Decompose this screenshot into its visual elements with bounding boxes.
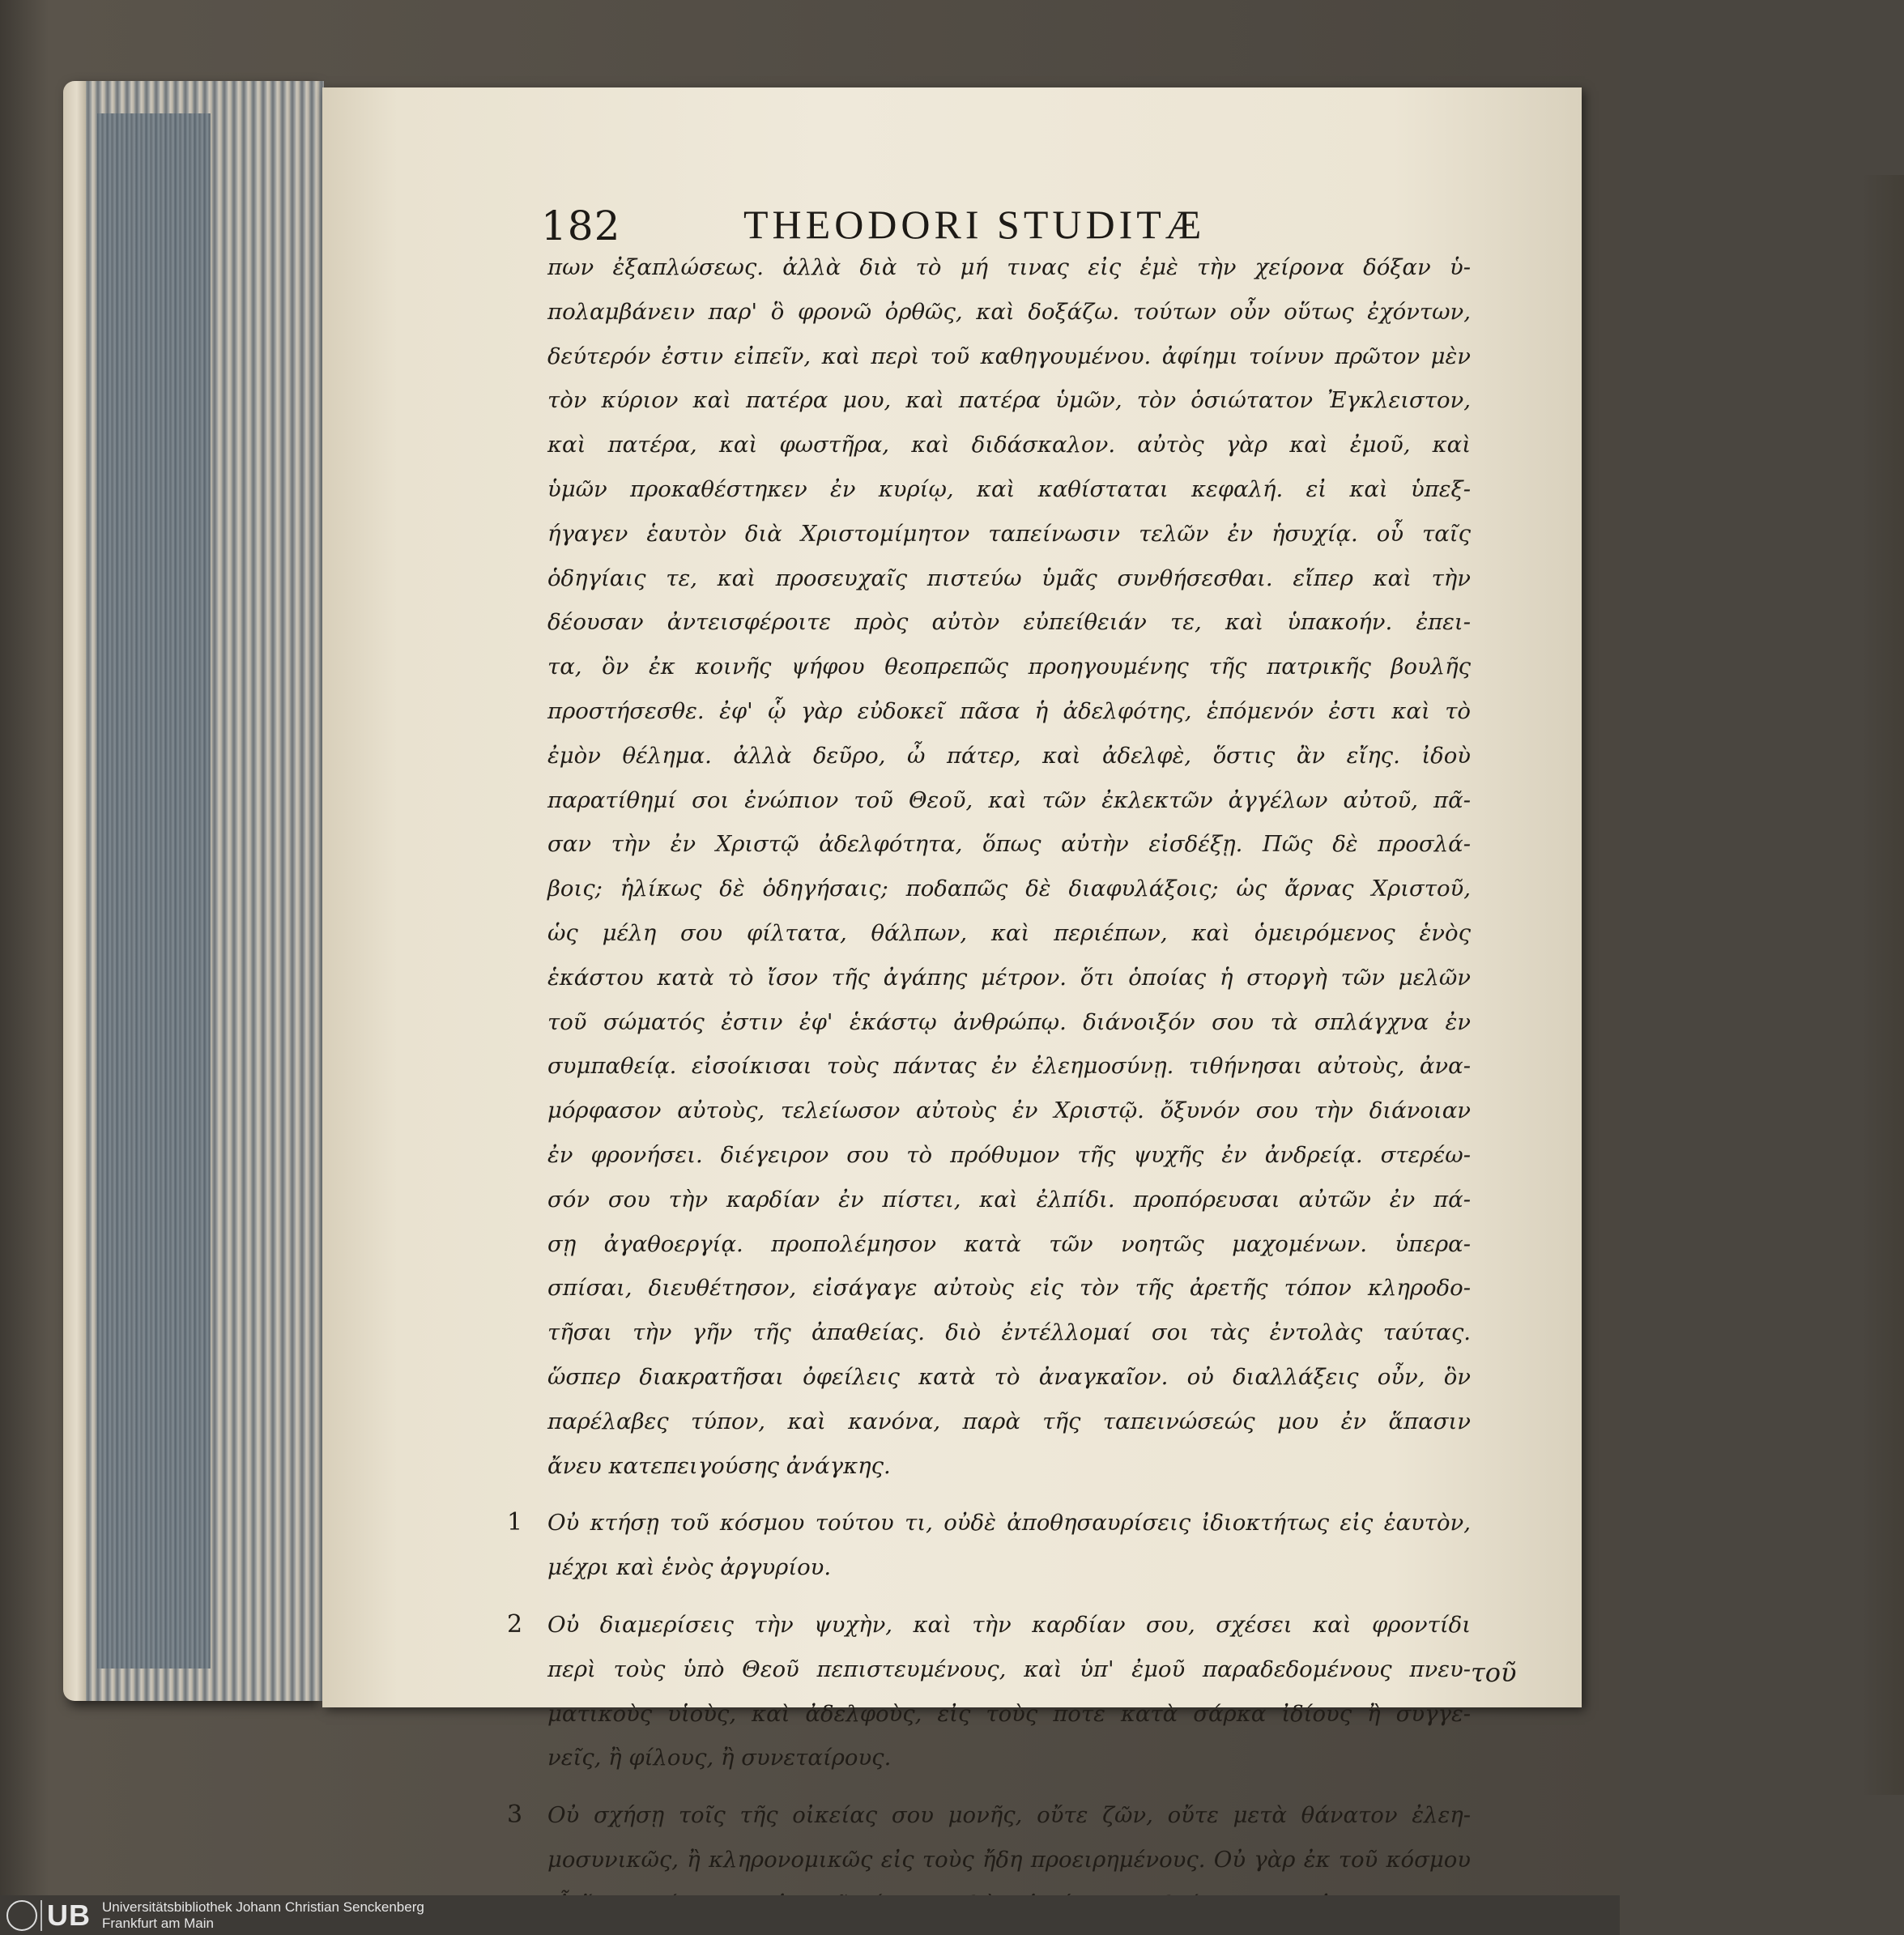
text-line: ήγαγεν ἑαυτὸν διὰ Χριστομίμητον ταπείνωσιν τελῶν ἐν ἡσυχίᾳ. οὗ ταῖς <box>547 520 1471 547</box>
text-line: δέουσαν ἀντεισφέροιτε πρὸς αὐτὸν εὐπείθειάν τε, καὶ ὑπακοήν. ἐπει- <box>547 609 1471 636</box>
note-number: 1 <box>507 1508 523 1537</box>
book-page <box>322 87 1582 1873</box>
text-line: πων ἐξαπλώσεως. ἀλλὰ διὰ τὸ μή τινας εἰς ἐμὲ τὴν χείρονα δόξαν ὑ- <box>547 254 1471 280</box>
library-name-line-1: Universitätsbibliothek Johann Christian Senckenberg <box>102 1899 424 1915</box>
note-number: 3 <box>507 1801 523 1830</box>
note-line: Οὐ κτήσῃ τοῦ κόσμου τούτου τι, οὐδὲ ἀποθησαυρίσεις ἰδιοκτήτως εἰς ἑαυτὸν, <box>547 1510 1471 1536</box>
text-line: ἑκάστου κατὰ τὸ ἴσον τῆς ἀγάπης μέτρον. ὅτι ὁποίας ἡ στοργὴ τῶν μελῶν <box>547 964 1471 991</box>
text-line: ὥσπερ διακρατῆσαι ὀφείλεις κατὰ τὸ ἀναγκαῖον. οὐ διαλλάξεις οὖν, ὃν <box>547 1363 1471 1390</box>
body-text <box>507 245 1471 1926</box>
note-line: περὶ τοὺς ὑπὸ Θεοῦ πεπιστευμένους, καὶ ὑπ' ἐμοῦ παραδεδομένους πνευ- <box>547 1656 1471 1682</box>
text-line: προστήσεσθε. ἐφ' ᾧ γὰρ εὐδοκεῖ πᾶσα ἡ ἀδελφότης, ἑπόμενόν ἐστι καὶ τὸ <box>547 697 1471 724</box>
text-line: ἐμὸν θέλημα. ἀλλὰ δεῦρο, ὦ πάτερ, καὶ ἀδελφὲ, ὅστις ἂν εἴης. ἰδοὺ <box>547 742 1471 769</box>
text-line: ἐν φρονήσει. διέγειρον σου τὸ πρόθυμον τῆς ψυχῆς ἐν ἀνδρείᾳ. στερέω- <box>547 1141 1471 1168</box>
book-cover-edge <box>63 81 86 1701</box>
note-line: μοσυνικῶς, ἢ κληρονομικῶς εἰς τοὺς ἤδη προειρημένους. Οὐ γὰρ ἐκ τοῦ κόσμου <box>547 1846 1471 1873</box>
note-item <box>507 1501 1471 1590</box>
page-number: 182 <box>541 202 621 249</box>
text-line: δεύτερόν ἐστιν εἰπεῖν, καὶ περὶ τοῦ καθηγουμένου. ἀφίημι τοίνυν πρῶτον μὲν <box>547 343 1471 369</box>
catchword: τοῦ <box>1471 1657 1517 1688</box>
text-line: ὑμῶν προκαθέστηκεν ἐν κυρίῳ, καὶ καθίσταται κεφαλή. εἰ καὶ ὑπεξ- <box>547 475 1471 502</box>
main-paragraph <box>547 245 1471 1488</box>
note-line: νεῖς, ἢ φίλους, ἢ συνεταίρους. <box>547 1745 892 1771</box>
text-line: τῆσαι τὴν γῆν τῆς ἀπαθείας. διὸ ἐντέλλομαί σοι τὰς ἐντολὰς ταύτας. <box>547 1319 1471 1346</box>
text-line: σόν σου τὴν καρδίαν ἐν πίστει, καὶ ἐλπίδι. προπόρευσαι αὐτῶν ἐν πά- <box>547 1186 1471 1213</box>
text-line: ἄνευ κατεπειγούσης ἀνάγκης. <box>547 1452 891 1479</box>
note-line: Οὐ διαμερίσεις τὴν ψυχὴν, καὶ τὴν καρδίαν σου, σχέσει καὶ φροντίδι <box>547 1611 1471 1638</box>
page-edge-stain <box>97 113 211 1669</box>
library-name <box>102 1899 424 1932</box>
note-line: μέχρι καὶ ἑνὸς ἀργυρίου. <box>547 1554 832 1581</box>
note-line: Οὐ σχήσῃ τοῖς τῆς οἰκείας σου μονῆς, οὔτε ζῶν, οὔτε μετὰ θάνατον ἐλεη- <box>547 1802 1471 1829</box>
text-line: μόρφασον αὐτοὺς, τελείωσον αὐτοὺς ἐν Χριστῷ. ὄξυνόν σου τὴν διάνοιαν <box>547 1097 1471 1124</box>
text-line: σῃ ἀγαθοεργίᾳ. προπολέμησον κατὰ τῶν νοητῶς μαχομένων. ὑπερα- <box>547 1230 1471 1257</box>
note-item <box>507 1603 1471 1780</box>
running-title: THEODORI STUDITÆ <box>743 202 1206 247</box>
text-line: ὁδηγίαις τε, καὶ προσευχαῖς πιστεύω ὑμᾶς συνθήσεσθαι. εἴπερ καὶ τὴν <box>547 565 1471 591</box>
note-number: 2 <box>507 1609 523 1639</box>
text-line: τοῦ σώματός ἐστιν ἐφ' ἑκάστῳ ἀνθρώπῳ. διάνοιξόν σου τὰ σπλάγχνα ἐν <box>547 1008 1471 1035</box>
text-line: βοις; ἡλίκως δὲ ὁδηγήσαις; ποδαπῶς δὲ διαφυλάξοις; ὡς ἄρνας Χριστοῦ, <box>547 876 1471 902</box>
text-line: τα, ὃν ἐκ κοινῆς ψήφου θεοπρεπῶς προηγουμένης τῆς πατρικῆς βουλῆς <box>547 654 1471 680</box>
text-line: σαν τὴν ἐν Χριστῷ ἀδελφότητα, ὅπως αὐτὴν εἰσδέξῃ. Πῶς δὲ προσλά- <box>547 831 1471 858</box>
ub-logo-text: UB <box>40 1900 91 1931</box>
text-line: παρέλαβες τύπον, καὶ κανόνα, παρὰ τῆς ταπεινώσεώς μου ἐν ἅπασιν <box>547 1408 1471 1434</box>
text-line: παρατίθημί σοι ἐνώπιον τοῦ Θεοῦ, καὶ τῶν ἐκλεκτῶν ἀγγέλων αὐτοῦ, πᾶ- <box>547 786 1471 813</box>
text-line: πολαμβάνειν παρ' ὃ φρονῶ ὀρθῶς, καὶ δοξάζω. τούτων οὖν οὕτως ἐχόντων, <box>547 298 1471 325</box>
text-line: τὸν κύριον καὶ πατέρα μου, καὶ πατέρα ὑμῶν, τὸν ὁσιώτατον Ἐγκλειστον, <box>547 387 1471 414</box>
numbered-notes <box>507 1501 1471 1926</box>
gutter-shadow <box>1861 175 1904 1795</box>
note-line: ματικοὺς υἱοὺς, καὶ ἀδελφοὺς, εἰς τοὺς ποτε κατὰ σάρκα ἰδίους ἢ συγγε- <box>547 1700 1471 1727</box>
library-name-line-2: Frankfurt am Main <box>102 1915 214 1931</box>
text-line: σπίσαι, διευθέτησον, εἰσάγαγε αὐτοὺς εἰς τὸν τῆς ἀρετῆς τόπον κληροδο- <box>547 1275 1471 1302</box>
text-line: ὡς μέλη σου φίλτατα, θάλπων, καὶ περιέπων, καὶ ὁμειρόμενος ἑνὸς <box>547 919 1471 946</box>
ub-logo <box>6 1899 94 1932</box>
footer-bar <box>0 1895 1620 1935</box>
seal-icon <box>6 1900 37 1931</box>
book-page-edges <box>73 81 324 1701</box>
text-line: καὶ πατέρα, καὶ φωστῆρα, καὶ διδάσκαλον. αὐτὸς γὰρ καὶ ἐμοῦ, καὶ <box>547 432 1471 458</box>
text-line: συμπαθείᾳ. εἰσοίκισαι τοὺς πάντας ἐν ἐλεημοσύνῃ. τιθήνησαι αὐτοὺς, ἀνα- <box>547 1053 1471 1080</box>
